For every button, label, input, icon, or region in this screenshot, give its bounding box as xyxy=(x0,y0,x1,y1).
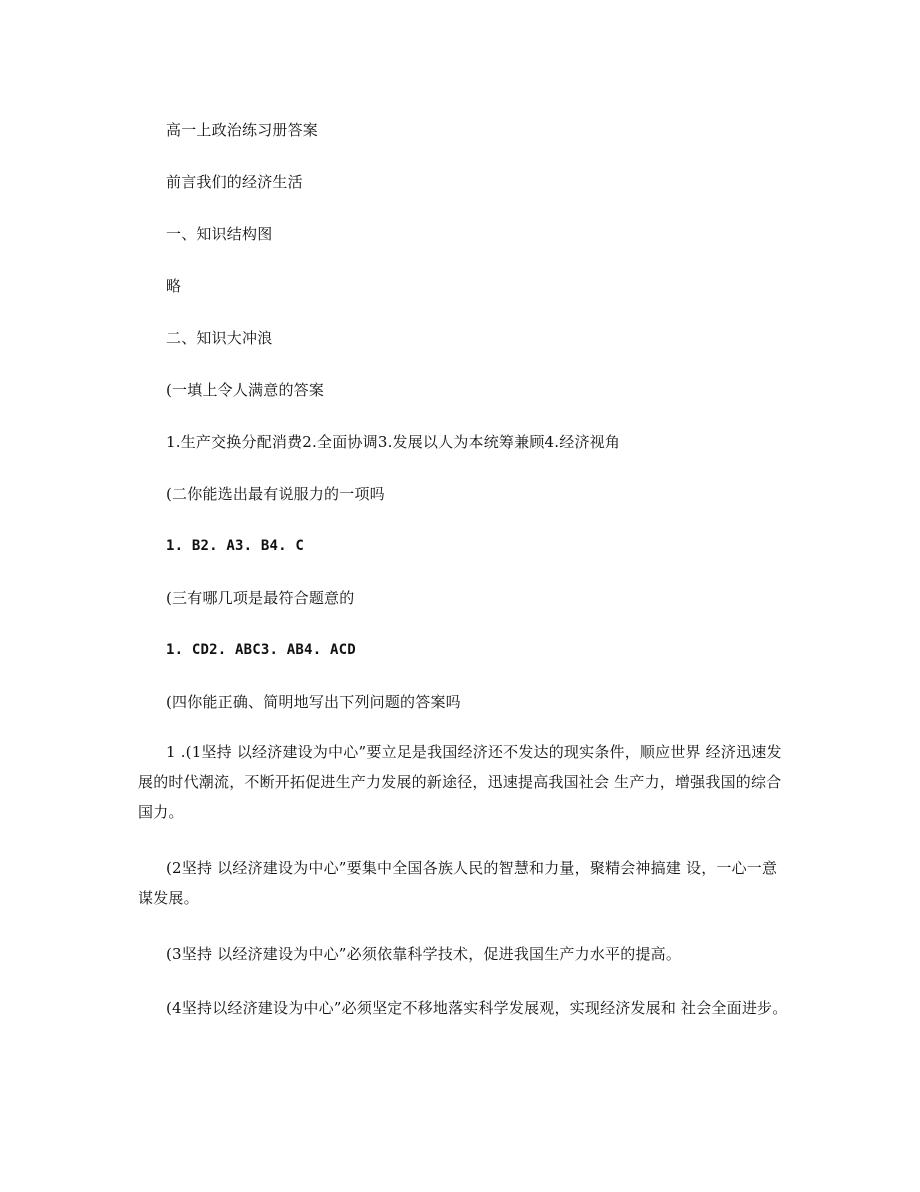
part-1-heading: (一填上令人满意的答案 xyxy=(166,381,325,399)
document-title: 高一上政治练习册答案 xyxy=(166,121,319,139)
preface-heading: 前言我们的经济生活 xyxy=(166,173,303,191)
answer-3-text: (3坚持 以经济建设为中心”必须依靠科学技术，促进我国生产力水平的提高。 xyxy=(166,945,682,963)
part-2-answer: 1. B2. A3. B4. C xyxy=(166,538,305,554)
part-3-answer: 1. CD2. ABC3. AB4. ACD xyxy=(166,642,356,658)
answer-4-paragraph xyxy=(138,993,788,1023)
answer-2-paragraph xyxy=(138,853,788,913)
section-1-heading: 一、知识结构图 xyxy=(166,225,273,243)
answer-3-paragraph xyxy=(138,939,788,969)
answer-4-text: (4坚持以经济建设为中心”必须坚定不移地落实科学发展观，实现经济发展和 社会全面进步。 xyxy=(166,999,788,1017)
section-1-body: 略 xyxy=(166,277,182,295)
part-4-heading: (四你能正确、简明地写出下列问题的答案吗 xyxy=(166,693,461,711)
part-2-heading: (二你能选出最有说服力的一项吗 xyxy=(166,485,385,503)
answer-1-text: 1 .(1坚持 以经济建设为中心”要立足是我国经济还不发达的现实条件，顺应世界 经济迅速发展的时代潮流，不断开拓促进生产力发展的新途径，迅速提高我国社会 生产力，增强我国的综合国力。 xyxy=(138,743,782,821)
part-1-answer: 1.生产交换分配消费2.全面协调3.发展以人为本统筹兼顾4.经济视角 xyxy=(166,433,621,451)
part-3-heading: (三有哪几项是最符合题意的 xyxy=(166,589,355,607)
answer-1-paragraph xyxy=(138,737,788,827)
answer-2-text: (2坚持 以经济建设为中心”要集中全国各族人民的智慧和力量，聚精会神搞建 设，一心一意谋发展。 xyxy=(138,859,778,907)
section-2-heading: 二、知识大冲浪 xyxy=(166,329,273,347)
